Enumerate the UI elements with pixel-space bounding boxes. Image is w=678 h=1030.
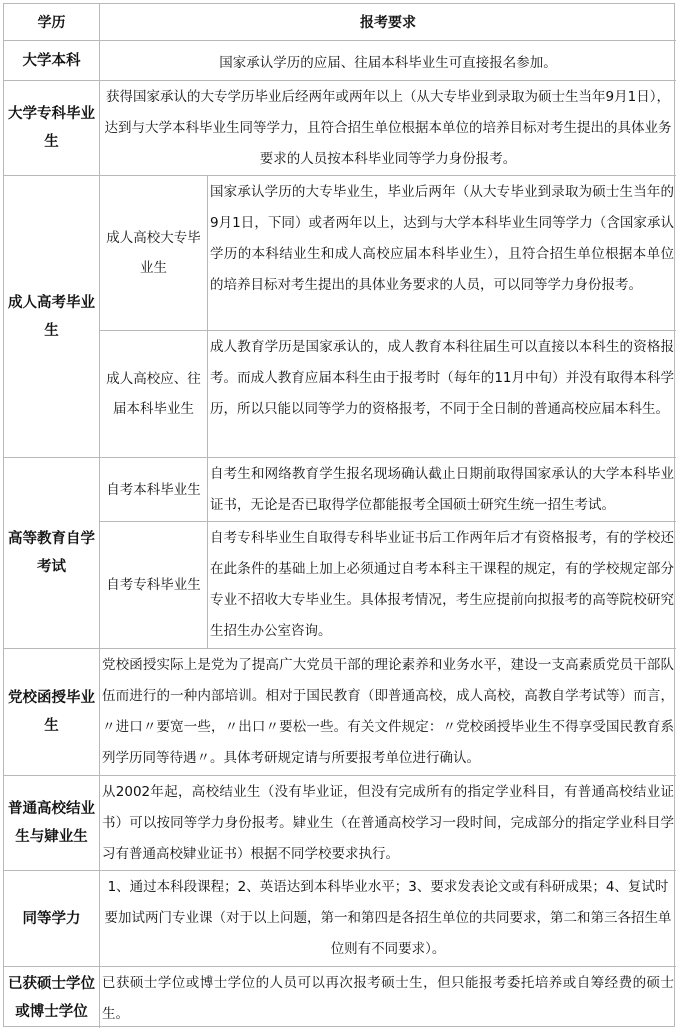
header-requirements: 报考要求 xyxy=(99,4,676,40)
requirement-degree-holders: 已获硕士学位或博士学位的人员可以再次报考硕士生，但只能报考委托培养或自筹经费的硕士生。 xyxy=(99,966,676,1028)
requirement-party-school: 党校函授实际上是党为了提高广大党员干部的理论素养和业务水平，建设一支高素质党员干部队伍而进行的一种内部培训。相对于国民教育（即普通高校，成人高校，高教自学考试等）而言，〃进口〃要宽一些，〃出口〃要松一些。有关文件规定：〃党校函授毕业生不得享受国民教育系列学历同等待遇〃。具体考研规定请与所要报考单位进行确认。 xyxy=(99,648,676,775)
category-equivalent-education: 同等学力 xyxy=(4,870,99,966)
category-degree-holders: 已获硕士学位或博士学位 xyxy=(4,966,99,1028)
header-education: 学历 xyxy=(37,15,66,31)
requirement-self-study-bachelor: 自考生和网络教育学生报名现场确认截止日期前取得国家承认的大学本科毕业证书，无论是否已取得学位都能报考全国硕士研究生统一招生考试。 xyxy=(207,457,676,521)
admission-requirements-table xyxy=(3,3,675,1027)
sub-adult-college-junior: 成人高校大专毕业生 xyxy=(99,175,207,330)
requirement-junior-college: 获得国家承认的大专学历毕业后经两年或两年以上（从大专毕业到录取为硕士生当年9月1日），达到与大学本科毕业生同等学力，且符合招生单位根据本单位的培养目标对考生提出的具体业务要求的人员按本科毕业同等学力身份报考。 xyxy=(99,80,676,175)
sub-adult-college-bachelor: 成人高校应、往届本科毕业生 xyxy=(99,330,207,457)
requirement-adult-college-junior: 国家承认学历的大专毕业生，毕业后两年（从大专毕业到录取为硕士生当年的9月1日，下同）或者两年以上，达到与大学本科毕业生同等学力（含国家承认学历的本科结业生和成人高校应届本科毕业生），且符合招生单位根据本单位的培养目标对考生提出的具体业务要求的人员，可以同等学力身份报考。 xyxy=(207,175,676,330)
sub-self-study-junior: 自考专科毕业生 xyxy=(99,521,207,648)
category-adult-college: 成人高考毕业生 xyxy=(4,175,99,457)
requirement-undergraduate: 国家承认学历的应届、往届本科毕业生可直接报名参加。 xyxy=(99,40,676,80)
requirement-equivalent-education: 1、通过本科段课程；2、英语达到本科毕业水平；3、要求发表论文或有科研成果；4、复试时要加试两门专业课（对于以上问题，第一和第四是各招生单位的共同要求，第二和第三各招生单位则有不同要求）。 xyxy=(99,870,676,966)
category-non-graduates: 普通高校结业生与肄业生 xyxy=(4,775,99,870)
category-party-school: 党校函授毕业生 xyxy=(4,648,99,775)
requirement-non-graduates: 从2002年起，高校结业生（没有毕业证，但没有完成所有的指定学业科目，有普通高校结业证书）可以按同等学力身份报考。肄业生（在普通高校学习一段时间，完成部分的指定学业科目学习有普通高校肄业证书）根据不同学校要求执行。 xyxy=(99,775,676,870)
sub-self-study-bachelor: 自考本科毕业生 xyxy=(99,457,207,521)
requirement-self-study-junior: 自考专科毕业生自取得专科毕业证书后工作两年后才有资格报考，有的学校还在此条件的基础上加上必须通过自考本科主干课程的规定，有的学校规定部分专业不招收大专毕业生。具体报考情况，考生应提前向拟报考的高等院校研究生招生办公室咨询。 xyxy=(207,521,676,648)
category-undergraduate: 大学本科 xyxy=(4,40,99,80)
category-junior-college: 大学专科毕业生 xyxy=(4,80,99,175)
requirement-adult-college-bachelor: 成人教育学历是国家承认的，成人教育本科往届生可以直接以本科生的资格报考。而成人教育应届本科生由于报考时（每年的11月中旬）并没有取得本科学历，所以只能以同等学力的资格报考，不同于全日制的普通高校应届本科生。 xyxy=(207,330,676,457)
category-self-study-exam: 高等教育自学考试 xyxy=(4,457,99,648)
